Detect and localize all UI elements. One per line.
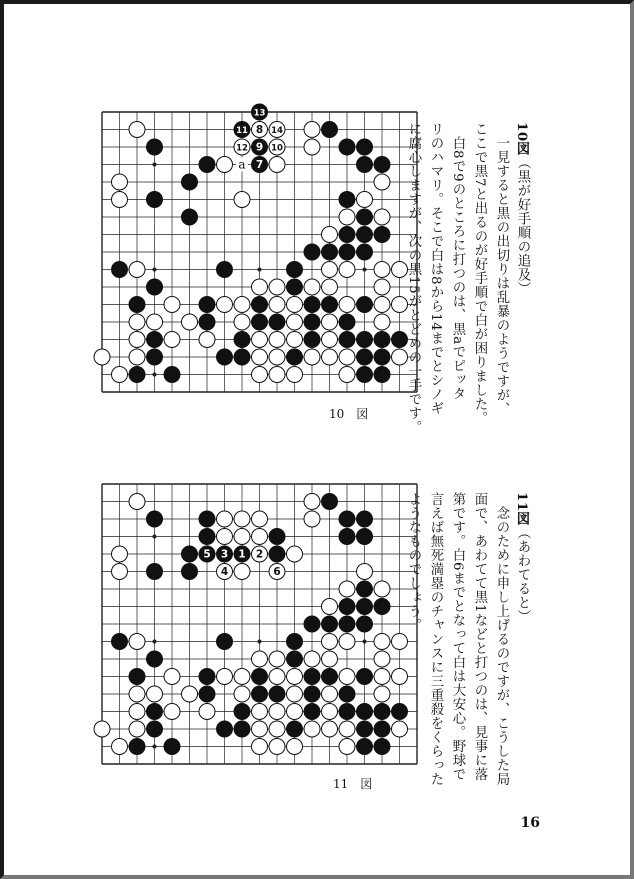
fig11-white-stone: [234, 564, 250, 580]
fig11-black-stone: [304, 616, 320, 632]
figure-11-heading: [512, 492, 532, 624]
fig11-white-stone: [392, 721, 408, 737]
fig11-white-stone: [182, 686, 198, 702]
fig11-white-stone: [269, 704, 285, 720]
fig10-point-label: a: [238, 157, 246, 172]
fig11-black-stone: [164, 739, 180, 755]
fig10-move-number: 11: [236, 126, 248, 137]
figure-11-line-2: 面で、あわてて黒1などと打つのは、見事に落: [472, 492, 487, 782]
fig11-white-stone: [322, 651, 338, 667]
fig10-move-number: 14: [271, 126, 283, 137]
fig11-star-point: [363, 640, 367, 644]
fig11-black-stone: [374, 721, 390, 737]
fig11-black-stone: [339, 511, 355, 527]
page-number: 16: [520, 815, 540, 831]
fig11-white-stone: [339, 669, 355, 685]
fig11-black-stone: [217, 634, 233, 650]
fig11-white-stone: [94, 721, 110, 737]
fig10-move-number: 9: [255, 141, 264, 154]
figure-11-heading-sub: （あわてると）: [515, 525, 530, 624]
fig11-black-stone: [129, 669, 145, 685]
figure-11-caption: 11 図: [333, 777, 373, 791]
fig11-white-stone: [234, 669, 250, 685]
fig11-black-stone: [339, 529, 355, 545]
fig11-black-stone: [287, 634, 303, 650]
fig11-black-stone: [357, 581, 373, 597]
fig11-white-stone: [322, 704, 338, 720]
figure-10-line-5: に腐心しますが、次の黒15がとどめの一手です。: [406, 122, 421, 435]
fig11-white-stone: [112, 546, 128, 562]
fig11-white-stone: [322, 721, 338, 737]
fig11-white-stone: [147, 686, 163, 702]
fig11-black-stone: [217, 721, 233, 737]
figure-10-line-3: 白8で9のところに打つのは、黒aでピッタ: [450, 122, 465, 401]
fig11-white-stone: [322, 634, 338, 650]
fig11-white-stone: [234, 686, 250, 702]
fig11-white-stone: [252, 721, 268, 737]
fig11-white-stone: [164, 704, 180, 720]
figure-10-heading-number: 10図: [514, 122, 530, 156]
fig11-white-stone: [234, 511, 250, 527]
fig11-white-stone: [129, 494, 145, 510]
fig11-white-stone: [374, 686, 390, 702]
fig11-star-point: [258, 640, 262, 644]
fig11-white-stone: [374, 581, 390, 597]
fig11-black-stone: [357, 669, 373, 685]
fig11-move-number: 3: [220, 548, 229, 561]
fig11-white-stone: [339, 739, 355, 755]
fig11-white-stone: [129, 634, 145, 650]
fig11-black-stone: [112, 634, 128, 650]
fig11-white-stone: [322, 599, 338, 615]
fig11-black-stone: [199, 529, 215, 545]
fig11-star-point: [153, 640, 157, 644]
fig11-move-number: 4: [220, 566, 229, 579]
fig11-black-stone: [374, 739, 390, 755]
fig11-white-stone: [269, 669, 285, 685]
fig11-star-point: [153, 745, 157, 749]
fig11-white-stone: [269, 721, 285, 737]
fig11-move-number: 5: [203, 548, 211, 561]
fig11-white-stone: [199, 704, 215, 720]
fig11-white-stone: [287, 669, 303, 685]
fig11-black-stone: [269, 529, 285, 545]
fig11-white-stone: [322, 686, 338, 702]
fig11-black-stone: [252, 669, 268, 685]
fig11-white-stone: [129, 704, 145, 720]
figure-10-heading-sub: （黒が好手順の追及）: [515, 155, 530, 296]
fig11-black-stone: [357, 721, 373, 737]
fig11-white-stone: [339, 581, 355, 597]
fig11-white-stone: [252, 511, 268, 527]
fig11-white-stone: [304, 494, 320, 510]
fig11-white-stone: [269, 739, 285, 755]
fig11-black-stone: [199, 511, 215, 527]
fig11-black-stone: [322, 669, 338, 685]
fig11-black-stone: [147, 721, 163, 737]
fig11-white-stone: [357, 564, 373, 580]
figure-10-line-2: ここで黒7と出るのが好手順で白が困りました。: [472, 122, 487, 426]
fig11-black-stone: [269, 546, 285, 562]
fig11-white-stone: [252, 529, 268, 545]
fig11-black-stone: [322, 494, 338, 510]
fig11-black-stone: [304, 704, 320, 720]
fig11-black-stone: [374, 599, 390, 615]
fig11-white-stone: [217, 669, 233, 685]
fig11-black-stone: [392, 704, 408, 720]
fig11-white-stone: [304, 721, 320, 737]
fig11-black-stone: [357, 704, 373, 720]
fig11-white-stone: [129, 721, 145, 737]
fig11-black-stone: [357, 511, 373, 527]
fig11-white-stone: [392, 634, 408, 650]
figure-11-line-3: 第です。白6までとなって白は大安心。野球で: [450, 492, 465, 782]
fig11-black-stone: [357, 616, 373, 632]
fig11-black-stone: [147, 651, 163, 667]
fig11-black-stone: [234, 704, 250, 720]
fig10-move-number: 7: [255, 159, 264, 172]
fig11-white-stone: [164, 669, 180, 685]
fig11-black-stone: [339, 616, 355, 632]
fig11-black-stone: [304, 669, 320, 685]
fig11-black-stone: [287, 651, 303, 667]
fig11-white-stone: [217, 529, 233, 545]
figure-11-line-1: 念のために申し上げるのですが、こうした局: [494, 492, 509, 786]
figure-11-line-4: 言えば無死満塁のチャンスに三重殺をくらった: [428, 492, 443, 786]
fig11-white-stone: [112, 739, 128, 755]
fig11-white-stone: [374, 651, 390, 667]
fig11-move-number: 2: [255, 548, 264, 561]
fig11-black-stone: [322, 616, 338, 632]
fig11-white-stone: [374, 669, 390, 685]
fig11-white-stone: [252, 704, 268, 720]
fig11-black-stone: [357, 739, 373, 755]
fig11-black-stone: [269, 686, 285, 702]
fig11-white-stone: [287, 704, 303, 720]
figure-10-line-4: リのハマリ。そこで白は8から14までとシノギ: [428, 122, 443, 416]
fig11-black-stone: [182, 564, 198, 580]
fig11-star-point: [153, 535, 157, 539]
fig11-white-stone: [339, 634, 355, 650]
fig11-white-stone: [287, 686, 303, 702]
fig11-black-stone: [252, 686, 268, 702]
fig11-black-stone: [339, 686, 355, 702]
fig10-move-number: 8: [255, 124, 264, 137]
fig11-black-stone: [147, 704, 163, 720]
fig11-white-stone: [252, 651, 268, 667]
fig11-white-stone: [392, 669, 408, 685]
fig11-white-stone: [304, 511, 320, 527]
fig11-white-stone: [129, 686, 145, 702]
fig11-white-stone: [287, 546, 303, 562]
fig11-black-stone: [357, 599, 373, 615]
fig11-white-stone: [252, 739, 268, 755]
fig11-white-stone: [217, 511, 233, 527]
fig10-move-number: 10: [271, 143, 283, 154]
fig11-black-stone: [182, 546, 198, 562]
fig11-black-stone: [357, 529, 373, 545]
fig11-white-stone: [304, 651, 320, 667]
fig11-move-number: 1: [238, 548, 246, 561]
fig11-white-stone: [374, 634, 390, 650]
fig11-move-number: 6: [273, 566, 281, 579]
fig10-move-number: 13: [253, 108, 266, 119]
fig11-black-stone: [339, 704, 355, 720]
fig11-black-stone: [199, 669, 215, 685]
fig10-move-number: 12: [236, 143, 248, 154]
figure-10-caption: 10 図: [329, 407, 369, 421]
fig11-black-stone: [147, 511, 163, 527]
figure-10-line-1: 一見すると黒の出切りは乱暴のようですが、: [494, 122, 509, 416]
fig11-white-stone: [269, 651, 285, 667]
figure-11-heading-number: 11図: [514, 492, 530, 526]
fig11-black-stone: [234, 721, 250, 737]
fig11-black-stone: [287, 721, 303, 737]
fig11-white-stone: [234, 529, 250, 545]
fig11-white-stone: [287, 739, 303, 755]
fig11-white-stone: [339, 721, 355, 737]
fig11-black-stone: [374, 704, 390, 720]
fig11-black-stone: [304, 686, 320, 702]
fig11-black-stone: [339, 599, 355, 615]
fig11-black-stone: [129, 739, 145, 755]
figure-11-line-5: ようなものでしょう。: [406, 492, 421, 632]
fig11-black-stone: [147, 564, 163, 580]
fig11-white-stone: [112, 564, 128, 580]
fig11-black-stone: [199, 686, 215, 702]
